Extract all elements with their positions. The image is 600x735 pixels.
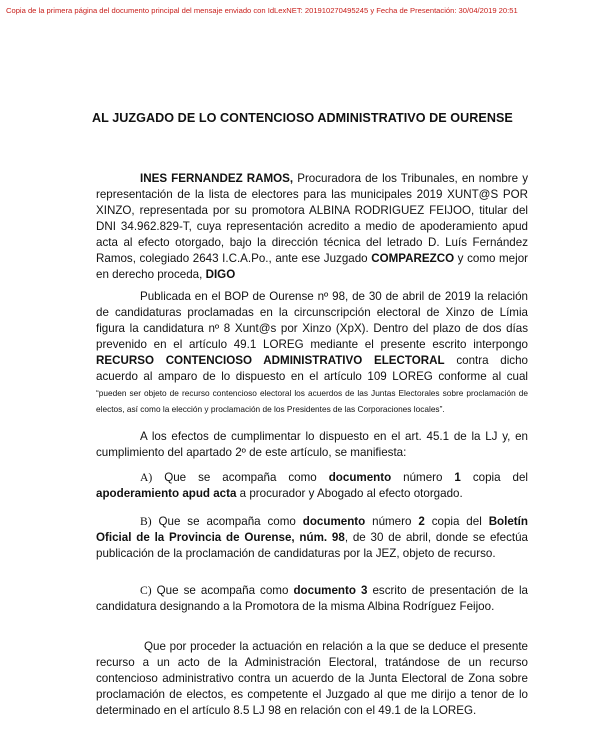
item-b-bold2: 2	[418, 515, 425, 528]
item-a-text2: número	[391, 471, 455, 484]
procuradora-name: INES FERNANDEZ RAMOS,	[140, 172, 294, 185]
p1-text2: y como mejor en derecho proceda,	[96, 252, 529, 281]
item-a-bold1: documento	[328, 471, 392, 484]
item-b-letter: B)	[140, 515, 152, 528]
digo-text: DIGO	[205, 268, 236, 281]
item-b	[96, 514, 528, 562]
paragraph-competencia	[96, 639, 528, 719]
recurso-title: RECURSO CONTENCIOSO ADMINISTRATIVO ELECTORAL	[96, 354, 445, 367]
p1-text: Procuradora de los Tribunales, en nombre y representación de la lista de electores para las municipales 2019 XUNT@S POR XINZO, representada por su promotora ALBINA RODRIGUEZ FEIJOO, titular del DNI 34.962.829-T, cuya representación acredito a medio de apoderamiento apud acta al efecto otorgado, bajo la dirección técnica del letrado D. Luís Fernández Ramos, colegiado 2643 I.C.A.Po., ante ese Juzgado	[96, 172, 529, 265]
loreg-quote: “pueden ser objeto de recurso contencioso electoral los acuerdos de las Juntas Electorales sobre proclamación de electos, así como la elección y proclamación de los Presidentes de las Corporaciones locales”.	[96, 388, 528, 414]
item-a-bold3: apoderamiento apud acta	[96, 487, 237, 500]
item-b-text1: Que se acompaña como	[151, 515, 303, 528]
item-b-text4: , de 30 de abril, donde se efectúa publicación de la proclamación de candidaturas por la JEZ, objeto de recurso.	[96, 531, 528, 560]
p3-text: A los efectos de cumplimentar lo dispuesto en el art. 45.1 de la LJ y, en cumplimiento del apartado 2º de este artículo, se manifiesta:	[96, 430, 528, 459]
item-a-text1: Que se acompaña como	[152, 471, 329, 484]
p2-text2: contra dicho acuerdo al amparo de lo dispuesto en el artículo 109 LOREG conforme al cual	[96, 354, 528, 383]
p2-text1: Publicada en el BOP de Ourense nº 98, de 30 de abril de 2019 la relación de candidaturas proclamadas en la circunscripción electoral de Xinzo de Límia figura la candidatura nº 8 Xunt@s por Xinzo (XpX). Dentro del plazo de dos días prevenido en el artículo 49.1 LOREG mediante el presente escrito interpongo	[96, 290, 528, 351]
item-a-text3: copia del	[460, 471, 528, 484]
item-a-text4: a procurador y Abogado al efecto otorgado.	[236, 487, 463, 500]
p4-text: Que por proceder la actuación en relación a la que se deduce el presente recurso a un acto de la Administración Electoral, tratándose de un recurso contencioso administrativo contra un acuerdo de la Junta Electoral de Zona sobre proclamación de electos, es competente el Juzgado al que me dirijo a tenor de lo determinado en el artículo 8.5 LJ 98 en relación con el 49.1 de la LOREG.	[96, 640, 528, 717]
item-c-text2: escrito de presentación de la candidatura designando a la Promotora de la misma Albina Rodríguez Feijoo.	[96, 584, 528, 613]
item-a-letter: A)	[140, 471, 153, 484]
paragraph-comparezco	[96, 171, 528, 283]
item-a-bold2: 1	[454, 471, 461, 484]
document-title: AL JUZGADO DE LO CONTENCIOSO ADMINISTRATIVO DE OURENSE	[92, 111, 513, 125]
paragraph-publicada	[96, 289, 528, 417]
item-b-text2: número	[365, 515, 419, 528]
lexnet-header-stamp: Copia de la primera página del documento principal del mensaje enviado con IdLexNET: 201910270495245 y Fecha de Presentación: 30/04/2019 20:51	[6, 6, 518, 15]
item-b-bold3: Boletín Oficial de la Provincia de Ourense, núm. 98	[96, 515, 528, 544]
item-c-letter: C)	[140, 584, 152, 597]
item-a	[96, 470, 528, 502]
item-c-bold1: documento 3	[293, 584, 368, 597]
item-b-bold1: documento	[302, 515, 366, 528]
comparezco-text: COMPAREZCO	[371, 252, 455, 265]
item-c	[96, 583, 528, 615]
item-c-text1: Que se acompaña como	[151, 584, 294, 597]
paragraph-efectos	[96, 429, 528, 461]
item-b-text3: copia del	[424, 515, 489, 528]
